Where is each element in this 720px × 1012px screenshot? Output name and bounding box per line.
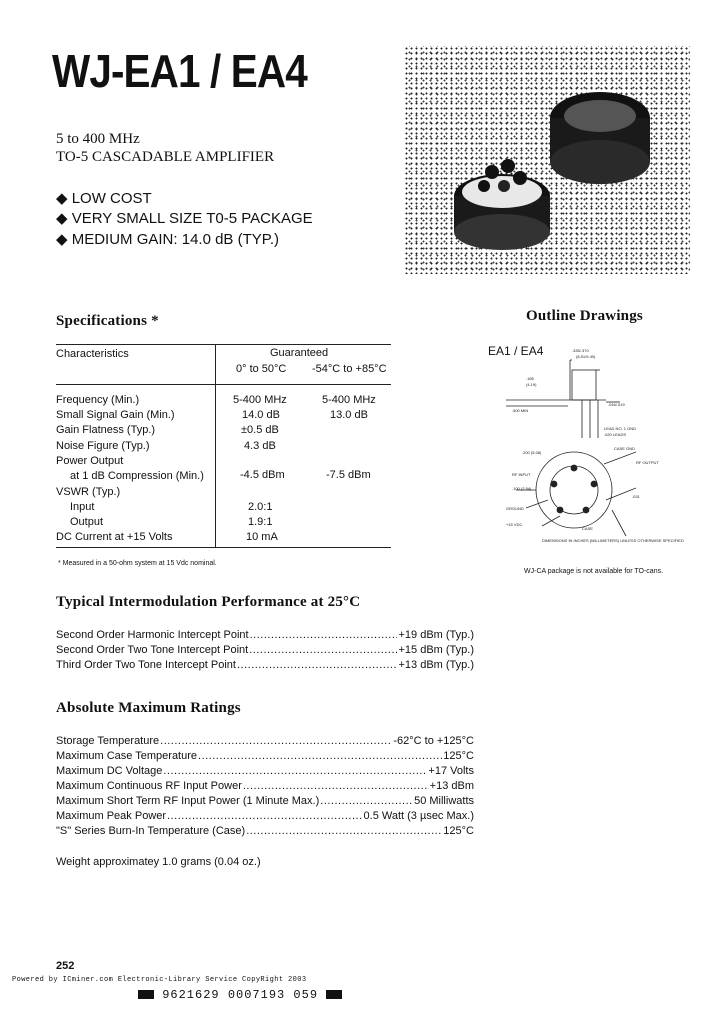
spec-row-v1: 14.0 dB [242, 409, 280, 421]
svg-text:+15 VDC: +15 VDC [506, 522, 523, 527]
svg-text:CASE GND: CASE GND [614, 446, 635, 451]
spec-row-v1: ±0.5 dB [241, 424, 279, 436]
spec-row-label: Small Signal Gain (Min.) [56, 409, 175, 421]
powered-by: Powered by ICminer.com Electronic-Library Service CopyRight 2003 [12, 976, 307, 984]
rating-row-label: Maximum Case Temperature [56, 750, 198, 762]
feature-item [56, 209, 313, 227]
page-number: 252 [56, 960, 75, 972]
to5-package-image [404, 46, 690, 274]
feature-item [56, 230, 279, 248]
intermod-row-label: Second Order Harmonic Intercept Point [56, 629, 249, 641]
spec-row-v1: -4.5 dBm [240, 469, 285, 481]
dims-note: DIMENSIONS IN INCHES (MILLIMETERS) UNLESS OTHERWISE SPECIFIED [542, 538, 684, 543]
rating-row [56, 795, 474, 807]
col-guaranteed: Guaranteed [270, 347, 329, 359]
rating-row-label: Maximum Continuous RF Input Power [56, 780, 242, 792]
svg-text:.020 LEADS: .020 LEADS [604, 432, 627, 437]
intermod-row [56, 629, 474, 641]
rating-row-value: +13 dBm [429, 780, 474, 792]
freq-range: 5 to 400 MHz [56, 131, 140, 147]
col-range2: -54°C to +85°C [312, 363, 387, 375]
product-type: TO-5 CASCADABLE AMPLIFIER [56, 149, 275, 165]
intermod-heading: Typical Intermodulation Performance at 25°C [56, 594, 361, 610]
barcode-text: 9621629 0007193 059 [162, 988, 319, 1002]
spec-row-label: Noise Figure (Typ.) [56, 440, 150, 452]
rating-row-value: 0.5 Watt (3 µsec Max.) [363, 810, 474, 822]
rating-row-value: 50 Milliwatts [414, 795, 474, 807]
rating-row-label: Maximum Peak Power [56, 810, 167, 822]
rating-row [56, 765, 474, 777]
rating-row-label: "S" Series Burn-In Temperature (Case) [56, 825, 246, 837]
spec-row-label: Output [70, 516, 104, 528]
intermod-row-value: +19 dBm (Typ.) [398, 629, 474, 641]
rating-row [56, 750, 474, 762]
svg-text:.335/.370: .335/.370 [572, 348, 589, 353]
svg-text:(4.19): (4.19) [526, 382, 537, 387]
intermod-row [56, 644, 474, 656]
product-photo [404, 46, 690, 274]
spec-row-v1: 1.9:1 [248, 516, 273, 528]
ratings-heading: Absolute Maximum Ratings [56, 700, 241, 716]
col-characteristics: Characteristics [56, 348, 129, 360]
outline-drawing [486, 340, 686, 580]
intermod-row-value: +13 dBm (Typ.) [398, 659, 474, 671]
rating-row [56, 810, 474, 822]
svg-text:.500 MIN: .500 MIN [512, 408, 529, 413]
rating-row-value: 125°C [443, 750, 474, 762]
spec-row-v1: 2.0:1 [248, 501, 273, 513]
spec-row-v2: -7.5 dBm [326, 469, 371, 481]
spec-footnote: * Measured in a 50-ohm system at 15 Vdc nominal. [58, 560, 217, 567]
diamond-bullet-icon: ◆ [56, 190, 68, 207]
rating-row-value: 125°C [443, 825, 474, 837]
svg-text:LEAD NO. 1 GND: LEAD NO. 1 GND [604, 426, 637, 431]
svg-text:.165: .165 [526, 376, 534, 381]
intermod-row-value: +15 dBm (Typ.) [398, 644, 474, 656]
rating-row [56, 825, 474, 837]
spec-row-label: Gain Flatness (Typ.) [56, 424, 156, 436]
spec-row-label: at 1 dB Compression (Min.) [70, 470, 204, 482]
barcode-block-icon [326, 990, 342, 999]
svg-text:.031: .031 [632, 494, 640, 499]
weight-note: Weight approximatey 1.0 grams (0.04 oz.) [56, 856, 261, 868]
spec-row-label: Power Output [56, 455, 124, 467]
rating-row [56, 735, 474, 747]
svg-text:RF OUTPUT: RF OUTPUT [636, 460, 659, 465]
outline-heading: Outline Drawings [526, 308, 643, 324]
spec-row-v2: 13.0 dB [330, 409, 368, 421]
spec-row-v2: 5-400 MHz [322, 394, 376, 406]
spec-row-label: Input [70, 501, 95, 513]
svg-text:RF INPUT: RF INPUT [512, 472, 531, 477]
spec-row-v1: 4.3 dB [244, 440, 276, 452]
svg-text:CASE: CASE [582, 526, 593, 531]
outline-note: WJ-CA package is not available for TO-cans. [524, 568, 664, 575]
col-range1: 0° to 50°C [236, 363, 287, 375]
spec-row-v1: 10 mA [246, 531, 278, 543]
outline-label: EA1 / EA4 [488, 344, 544, 358]
rating-row-value: -62°C to +125°C [393, 735, 474, 747]
diamond-bullet-icon: ◆ [56, 210, 68, 227]
rating-row [56, 780, 474, 792]
svg-text:.200 (5.08): .200 (5.08) [522, 450, 542, 455]
feature-text: MEDIUM GAIN: 14.0 dB (TYP.) [71, 231, 279, 248]
feature-item [56, 189, 152, 207]
spec-row-label: DC Current at +15 Volts [56, 531, 173, 543]
specifications-heading: Specifications * [56, 313, 159, 329]
intermod-row-label: Third Order Two Tone Intercept Point [56, 659, 236, 671]
intermod-row-label: Second Order Two Tone Intercept Point [56, 644, 249, 656]
intermod-row [56, 659, 474, 671]
spec-row-label: Frequency (Min.) [56, 394, 140, 406]
diamond-bullet-icon: ◆ [56, 231, 68, 248]
spec-row-label: VSWR (Typ.) [56, 486, 121, 498]
spec-row-v1: 5-400 MHz [233, 394, 287, 406]
rating-row-value: +17 Volts [428, 765, 474, 777]
svg-text:(8.51/9.40): (8.51/9.40) [576, 354, 596, 359]
barcode-block-icon [138, 990, 154, 999]
barcode-line [138, 988, 342, 1002]
page-title: WJ-EA1 / EA4 [52, 45, 307, 97]
feature-text: LOW COST [71, 190, 152, 207]
rating-row-label: Maximum DC Voltage [56, 765, 163, 777]
rating-row-label: Storage Temperature [56, 735, 160, 747]
rating-row-label: Maximum Short Term RF Input Power (1 Minute Max.) [56, 795, 320, 807]
svg-text:GROUND: GROUND [506, 506, 524, 511]
feature-text: VERY SMALL SIZE T0-5 PACKAGE [71, 210, 313, 227]
svg-text:.016/.019: .016/.019 [608, 402, 625, 407]
svg-text:.100 (2.54): .100 (2.54) [512, 486, 532, 491]
